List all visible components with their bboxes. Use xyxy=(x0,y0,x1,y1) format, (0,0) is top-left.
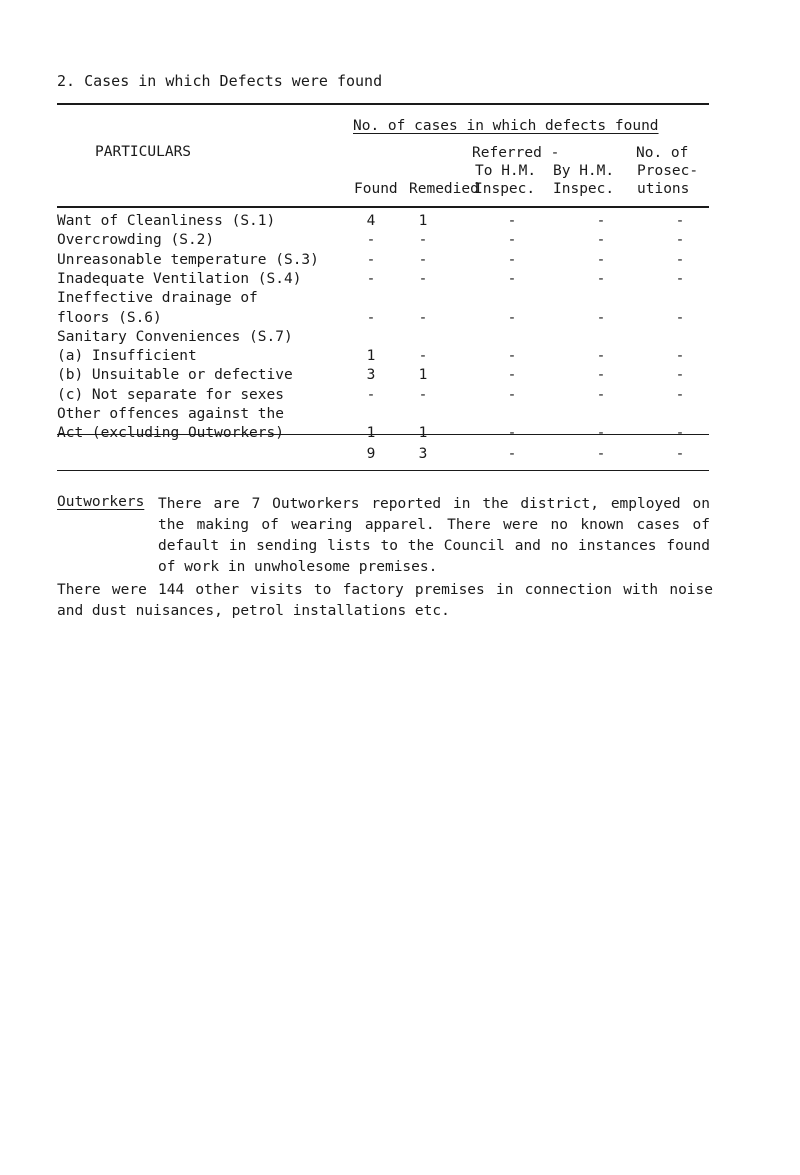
cell-prosecutions: - xyxy=(675,367,685,383)
row-label: (c) Not separate for sexes xyxy=(57,387,284,403)
col-by-line2: By H.M. xyxy=(553,163,615,179)
cell-remedied: - xyxy=(418,252,428,268)
cell-remedied: - xyxy=(418,232,428,248)
particulars-header: PARTICULARS xyxy=(95,144,192,160)
col-hmi-line3: Inspec. xyxy=(474,181,536,197)
row-label: Act (excluding Outworkers) xyxy=(57,425,284,441)
cell-to-hmi: - xyxy=(507,232,517,248)
total-prosecutions: - xyxy=(675,446,685,462)
total-by-hmi: - xyxy=(596,446,606,462)
cell-by-hmi: - xyxy=(596,348,606,364)
cell-by-hmi: - xyxy=(596,425,606,441)
cell-remedied: 1 xyxy=(418,425,428,441)
col-pros-line1: No. of xyxy=(636,145,689,161)
cell-by-hmi: - xyxy=(596,252,606,268)
col-found: Found xyxy=(354,181,398,197)
header-rule xyxy=(57,206,709,208)
cell-prosecutions: - xyxy=(675,232,685,248)
cell-to-hmi: - xyxy=(507,425,517,441)
cell-found: 1 xyxy=(366,425,376,441)
cell-remedied: - xyxy=(418,387,428,403)
cell-found: 4 xyxy=(366,213,376,229)
cell-to-hmi: - xyxy=(507,213,517,229)
cell-prosecutions: - xyxy=(675,310,685,326)
total-to-hmi: - xyxy=(507,446,517,462)
col-pros-line3: utions xyxy=(637,181,690,197)
row-label: Other offences against the xyxy=(57,406,284,422)
cell-to-hmi: - xyxy=(507,252,517,268)
col-hmi-line2: To H.M. xyxy=(475,163,537,179)
cell-found: - xyxy=(366,387,376,403)
cell-prosecutions: - xyxy=(675,348,685,364)
cell-remedied: - xyxy=(418,271,428,287)
cell-by-hmi: - xyxy=(596,387,606,403)
cell-prosecutions: - xyxy=(675,425,685,441)
total-found: 9 xyxy=(366,446,376,462)
cell-found: - xyxy=(366,232,376,248)
cell-to-hmi: - xyxy=(507,271,517,287)
group-header: No. of cases in which defects found xyxy=(353,118,659,134)
cell-remedied: - xyxy=(418,310,428,326)
cell-found: - xyxy=(366,310,376,326)
cell-remedied: 1 xyxy=(418,367,428,383)
totals-top-rule xyxy=(57,434,709,435)
cell-by-hmi: - xyxy=(596,213,606,229)
row-label: Want of Cleanliness (S.1) xyxy=(57,213,276,229)
row-label: Inadequate Ventilation (S.4) xyxy=(57,271,302,287)
closing-paragraph: There were 144 other visits to factory premises in connection with noise and dust nuisances, petrol installations etc. xyxy=(57,582,713,619)
cell-prosecutions: - xyxy=(675,213,685,229)
row-label: Sanitary Conveniences (S.7) xyxy=(57,329,293,345)
cell-remedied: - xyxy=(418,348,428,364)
row-label: floors (S.6) xyxy=(57,310,162,326)
cell-prosecutions: - xyxy=(675,387,685,403)
cell-by-hmi: - xyxy=(596,310,606,326)
cell-prosecutions: - xyxy=(675,271,685,287)
col-by-line3: Inspec. xyxy=(553,181,615,197)
cell-found: 1 xyxy=(366,348,376,364)
cell-found: 3 xyxy=(366,367,376,383)
cell-by-hmi: - xyxy=(596,232,606,248)
cell-prosecutions: - xyxy=(675,252,685,268)
totals-bottom-rule xyxy=(57,470,709,471)
outworkers-heading: Outworkers xyxy=(57,494,145,510)
row-label: (b) Unsuitable or defective xyxy=(57,367,293,383)
cell-by-hmi: - xyxy=(596,367,606,383)
cell-to-hmi: - xyxy=(507,310,517,326)
row-label: Overcrowding (S.2) xyxy=(57,232,215,248)
col-pros-line2: Prosec- xyxy=(637,163,699,179)
cell-to-hmi: - xyxy=(507,348,517,364)
cell-found: - xyxy=(366,271,376,287)
cell-to-hmi: - xyxy=(507,387,517,403)
row-label: Ineffective drainage of xyxy=(57,290,258,306)
cell-by-hmi: - xyxy=(596,271,606,287)
table-top-rule xyxy=(57,103,709,105)
cell-found: - xyxy=(366,252,376,268)
row-label: Unreasonable temperature (S.3) xyxy=(57,252,319,268)
outworkers-text: There are 7 Outworkers reported in the district, employed on the making of wearing apparel. There were no known cases of default in sending lists to the Council and no instances found of work in unwholesome premises. xyxy=(158,496,710,575)
col-hmi-line1: Referred - xyxy=(472,145,560,161)
section-title: 2. Cases in which Defects were found xyxy=(57,72,383,90)
row-label: (a) Insufficient xyxy=(57,348,197,364)
col-remedied: Remedied xyxy=(409,181,479,197)
cell-to-hmi: - xyxy=(507,367,517,383)
cell-remedied: 1 xyxy=(418,213,428,229)
total-remedied: 3 xyxy=(418,446,428,462)
